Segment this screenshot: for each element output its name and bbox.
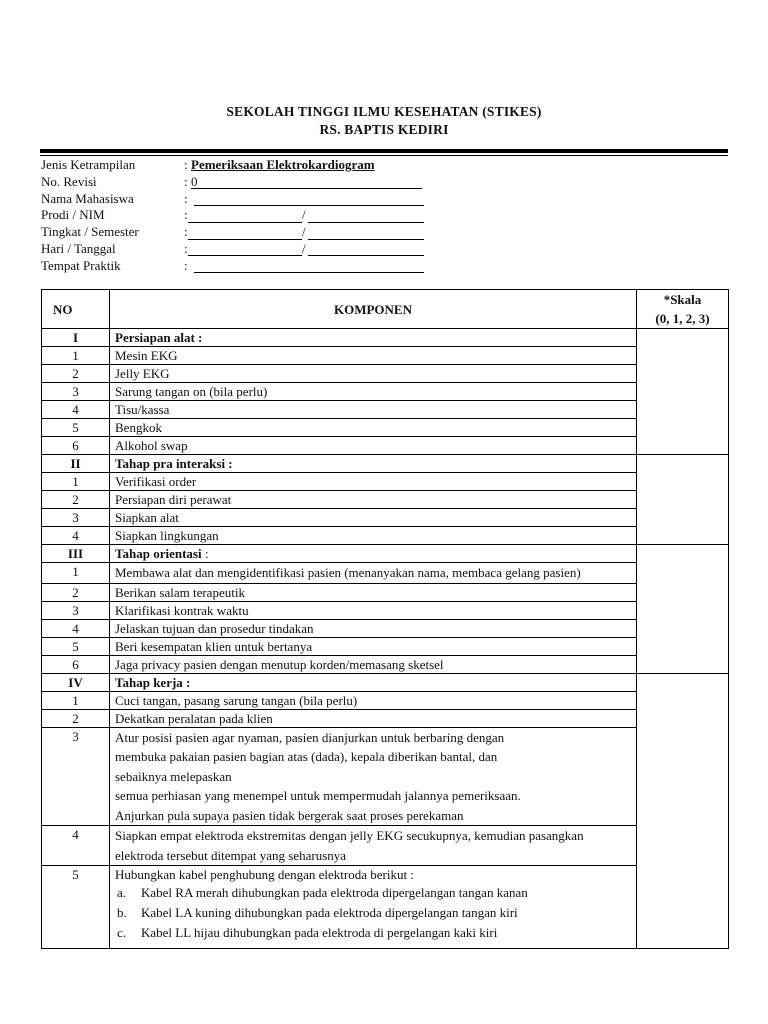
skala-range: (0, 1, 2, 3) bbox=[655, 311, 710, 326]
field-label: Tingkat / Semester bbox=[41, 224, 139, 240]
field-separator: / bbox=[302, 207, 306, 223]
field-label: No. Revisi bbox=[41, 173, 97, 189]
table-row bbox=[42, 383, 729, 401]
item-number: 5 bbox=[42, 419, 110, 437]
list-item bbox=[115, 883, 631, 903]
field-value: Pemeriksaan Elektrokardiogram bbox=[191, 157, 375, 172]
list-item bbox=[115, 903, 631, 923]
item-text: Tisu/kassa bbox=[110, 401, 637, 419]
item-text: Siapkan alat bbox=[110, 509, 637, 527]
field-colon: : bbox=[184, 157, 188, 172]
sub-list bbox=[115, 883, 631, 943]
item-text: Hubungkan kabel penghubung dengan elektroda berikut : bbox=[115, 867, 414, 882]
list-text: Kabel RA merah dihubungkan pada elektroda dipergelangan tangan kanan bbox=[141, 885, 528, 900]
field-jenis-ketrampilan bbox=[41, 157, 461, 174]
section-number: I bbox=[42, 329, 110, 347]
item-text: Jelaskan tujuan dan prosedur tindakan bbox=[110, 619, 637, 637]
header-rule-thick bbox=[40, 149, 728, 153]
section-number: II bbox=[42, 455, 110, 473]
item-number: 2 bbox=[42, 491, 110, 509]
field-label: Tempat Praktik bbox=[41, 257, 121, 273]
item-text: Verifikasi order bbox=[110, 473, 637, 491]
item-number: 6 bbox=[42, 655, 110, 673]
item-text: Dekatkan peralatan pada klien bbox=[110, 709, 637, 727]
item-number: 4 bbox=[42, 527, 110, 545]
fill-line[interactable] bbox=[308, 239, 424, 240]
text-line: Atur posisi pasien agar nyaman, pasien dianjurkan untuk berbaring dengan bbox=[115, 729, 505, 745]
section-row-orientasi bbox=[42, 545, 729, 563]
item-number: 1 bbox=[42, 473, 110, 491]
table-row bbox=[42, 709, 729, 727]
table-row bbox=[42, 563, 729, 584]
table-row bbox=[42, 509, 729, 527]
field-colon: : bbox=[184, 257, 188, 273]
skala-cell[interactable] bbox=[637, 455, 729, 545]
table-row bbox=[42, 637, 729, 655]
item-text: Siapkan lingkungan bbox=[110, 527, 637, 545]
field-colon: : bbox=[184, 190, 188, 206]
field-colon: : bbox=[184, 224, 188, 240]
item-text: Siapkan empat elektroda ekstremitas dengan jelly EKG secukupnya, kemudian pasangkan elektroda tersebut ditempat yang seharusnya bbox=[110, 826, 637, 866]
table-row bbox=[42, 473, 729, 491]
fill-line[interactable] bbox=[188, 255, 302, 256]
hospital-name: RS. BAPTIS KEDIRI bbox=[319, 121, 449, 137]
fill-line[interactable] bbox=[188, 222, 302, 223]
item-number: 5 bbox=[42, 637, 110, 655]
item-text: Klarifikasi kontrak waktu bbox=[110, 601, 637, 619]
list-marker: a. bbox=[117, 885, 127, 900]
list-text: Kabel LA kuning dihubungkan pada elektroda dipergelangan tangan kiri bbox=[141, 905, 518, 920]
table-row bbox=[42, 419, 729, 437]
text-line: sebaiknya melepaskan bbox=[115, 768, 232, 784]
table-row bbox=[42, 365, 729, 383]
table-row bbox=[42, 619, 729, 637]
item-number: 5 bbox=[42, 866, 110, 949]
table-row bbox=[42, 826, 729, 866]
document-header bbox=[0, 103, 768, 138]
table-row bbox=[42, 583, 729, 601]
item-number: 3 bbox=[42, 601, 110, 619]
section-row-tahap-kerja bbox=[42, 673, 729, 691]
item-text-cell bbox=[110, 866, 637, 949]
item-text: Jelly EKG bbox=[110, 365, 637, 383]
item-number: 4 bbox=[42, 401, 110, 419]
item-text bbox=[110, 727, 637, 826]
table-row bbox=[42, 437, 729, 455]
table-row bbox=[42, 401, 729, 419]
item-number: 3 bbox=[42, 727, 110, 826]
list-item bbox=[115, 923, 631, 943]
field-hari-tanggal bbox=[41, 241, 461, 258]
section-row-persiapan-alat bbox=[42, 329, 729, 347]
item-text: Bengkok bbox=[110, 419, 637, 437]
item-text: Persiapan diri perawat bbox=[110, 491, 637, 509]
table-row bbox=[42, 691, 729, 709]
section-title-colon: : bbox=[201, 546, 209, 561]
column-header-komponen: KOMPONEN bbox=[110, 290, 637, 329]
field-separator: / bbox=[302, 224, 306, 240]
item-number: 1 bbox=[42, 347, 110, 365]
text-line: membuka pakaian pasien bagian atas (dada), kepala diberikan bantal, dan bbox=[115, 749, 498, 764]
section-title: Persiapan alat : bbox=[110, 329, 637, 347]
item-number: 2 bbox=[42, 365, 110, 383]
institution-name: SEKOLAH TINGGI ILMU KESEHATAN (STIKES) bbox=[226, 104, 542, 119]
fill-line[interactable] bbox=[191, 188, 422, 189]
item-number: 4 bbox=[42, 826, 110, 866]
table-header-row bbox=[42, 290, 729, 329]
section-row-pra-interaksi bbox=[42, 455, 729, 473]
fill-line[interactable] bbox=[308, 255, 424, 256]
field-label: Hari / Tanggal bbox=[41, 240, 116, 256]
table-row bbox=[42, 347, 729, 365]
fill-line[interactable] bbox=[308, 222, 424, 223]
list-marker: c. bbox=[117, 925, 127, 940]
table-row bbox=[42, 527, 729, 545]
item-number: 1 bbox=[42, 563, 110, 584]
skala-cell[interactable] bbox=[637, 545, 729, 674]
field-tingkat-semester bbox=[41, 224, 461, 241]
section-title: Tahap pra interaksi : bbox=[110, 455, 637, 473]
table-row bbox=[42, 727, 729, 826]
identity-fields bbox=[41, 157, 461, 275]
field-prodi-nim bbox=[41, 207, 461, 224]
field-colon: : bbox=[184, 240, 188, 256]
table-row bbox=[42, 655, 729, 673]
fill-line[interactable] bbox=[194, 272, 424, 273]
item-text: Sarung tangan on (bila perlu) bbox=[110, 383, 637, 401]
table-row bbox=[42, 601, 729, 619]
item-text: Berikan salam terapeutik bbox=[110, 583, 637, 601]
skala-cell[interactable] bbox=[637, 673, 729, 949]
item-number: 2 bbox=[42, 583, 110, 601]
text-line: Anjurkan pula supaya pasien tidak bergerak saat proses perekaman bbox=[115, 807, 464, 823]
item-number: 6 bbox=[42, 437, 110, 455]
item-text: Mesin EKG bbox=[110, 347, 637, 365]
field-nama-mahasiswa bbox=[41, 191, 461, 208]
list-text: Kabel LL hijau dihubungkan pada elektroda di pergelangan kaki kiri bbox=[141, 925, 498, 940]
header-rule-thin bbox=[40, 155, 728, 156]
field-value: 0 bbox=[191, 173, 198, 189]
item-text: Beri kesempatan klien untuk bertanya bbox=[110, 637, 637, 655]
item-text: Jaga privacy pasien dengan menutup korden/memasang sketsel bbox=[110, 655, 637, 673]
fill-line[interactable] bbox=[188, 239, 302, 240]
text-line: semua perhiasan yang menempel untuk mempermudah jalannya pemeriksaan. bbox=[115, 788, 521, 803]
column-header-skala bbox=[637, 290, 729, 329]
skala-cell[interactable] bbox=[637, 329, 729, 455]
field-colon: : bbox=[184, 207, 188, 223]
list-marker: b. bbox=[117, 905, 127, 920]
item-number: 3 bbox=[42, 383, 110, 401]
item-number: 3 bbox=[42, 509, 110, 527]
field-colon: : bbox=[184, 173, 188, 189]
section-number: III bbox=[42, 545, 110, 563]
item-text: Membawa alat dan mengidentifikasi pasien (menanyakan nama, membaca gelang pasien) bbox=[110, 563, 637, 584]
table-row bbox=[42, 491, 729, 509]
field-tempat-praktik bbox=[41, 258, 461, 275]
item-number: 2 bbox=[42, 709, 110, 727]
item-number: 1 bbox=[42, 691, 110, 709]
item-text: Cuci tangan, pasang sarung tangan (bila perlu) bbox=[110, 691, 637, 709]
item-text: Alkohol swap bbox=[110, 437, 637, 455]
section-title-cell bbox=[110, 545, 637, 563]
skala-label: *Skala bbox=[663, 292, 702, 307]
section-title: Tahap orientasi bbox=[115, 546, 202, 561]
field-separator: / bbox=[302, 240, 306, 256]
table-row bbox=[42, 866, 729, 949]
column-header-no: NO bbox=[42, 290, 110, 329]
fill-line[interactable] bbox=[194, 205, 424, 206]
field-no-revisi bbox=[41, 174, 461, 191]
field-label: Nama Mahasiswa bbox=[41, 190, 134, 206]
section-title: Tahap kerja : bbox=[110, 673, 637, 691]
field-label: Jenis Ketrampilan bbox=[41, 157, 136, 172]
field-label: Prodi / NIM bbox=[41, 207, 105, 223]
assessment-table bbox=[41, 289, 729, 949]
section-number: IV bbox=[42, 673, 110, 691]
item-number: 4 bbox=[42, 619, 110, 637]
